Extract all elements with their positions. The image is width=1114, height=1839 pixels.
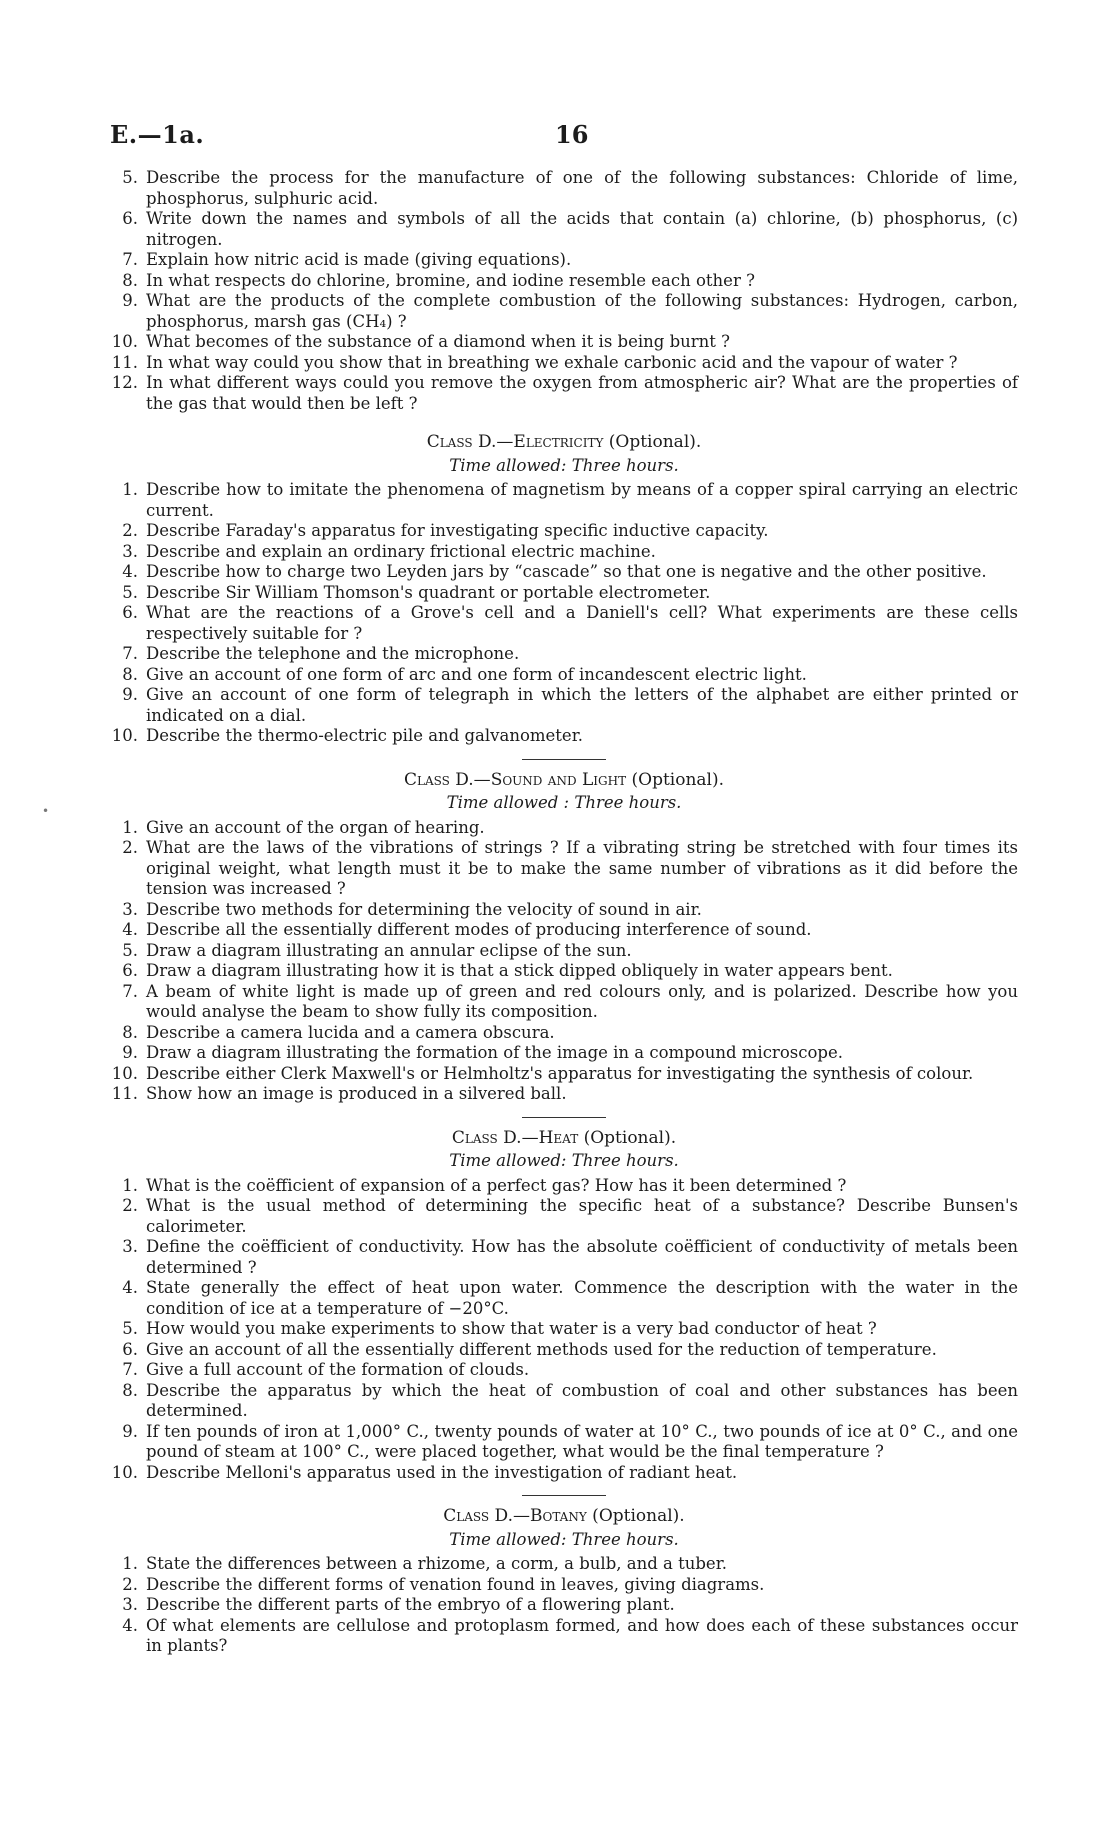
question-text: Draw a diagram illustrating how it is that a stick dipped obliquely in water appears bent. — [146, 961, 893, 980]
question-number: 3. — [122, 899, 138, 919]
question-number: 5. — [122, 168, 138, 187]
question-item — [110, 920, 1018, 941]
question-item — [110, 961, 1018, 982]
exam-section — [110, 759, 1018, 1105]
question-item — [110, 562, 1018, 583]
question-text: Explain how nitric acid is made (giving equations). — [146, 250, 572, 269]
question-item — [110, 291, 1018, 332]
question-number: 9. — [122, 291, 138, 310]
question-text: Describe a camera lucida and a camera obscura. — [146, 1022, 555, 1042]
question-item — [110, 1176, 1018, 1197]
question-text: In what respects do chlorine, bromine, and iodine resemble each other ? — [146, 270, 755, 290]
question-number: 4. — [122, 562, 138, 581]
question-text: Give an account of one form of telegraph in which the letters of the alphabet are either printed or indicated on a dial. — [146, 685, 1018, 725]
question-number: 4. — [122, 1278, 138, 1297]
question-text: Describe Faraday's apparatus for investigating specific inductive capacity. — [146, 521, 769, 540]
question-list — [110, 1176, 1018, 1484]
section-title — [110, 1128, 1018, 1149]
question-item — [110, 685, 1018, 726]
question-number: 3. — [122, 541, 138, 561]
question-number: 4. — [122, 1615, 138, 1635]
question-list — [110, 1554, 1018, 1657]
question-item — [110, 1595, 1018, 1616]
question-text: Describe Sir William Thomson's quadrant or portable electrometer. — [146, 582, 711, 602]
question-item — [110, 900, 1018, 921]
question-item — [110, 521, 1018, 542]
question-item — [110, 1463, 1018, 1484]
question-text: Describe the apparatus by which the heat of combustion of coal and other substances has been determined. — [146, 1380, 1018, 1420]
question-item — [110, 1319, 1018, 1340]
question-item — [110, 644, 1018, 665]
question-number: 7. — [122, 1360, 138, 1379]
section-subject: Sound and Light — [490, 769, 627, 790]
question-text: Draw a diagram illustrating an annular eclipse of the sun. — [146, 940, 632, 960]
question-text: How would you make experiments to show that water is a very bad conductor of heat ? — [146, 1319, 877, 1338]
question-number: 1. — [122, 817, 138, 837]
question-item — [110, 603, 1018, 644]
section-title-prefix: Class D.— — [403, 769, 491, 790]
question-item — [110, 373, 1018, 414]
section-title — [110, 770, 1018, 791]
question-number: 8. — [122, 1022, 138, 1042]
question-number: 5. — [122, 940, 138, 960]
question-number: 6. — [122, 603, 138, 622]
section-title-suffix: (Optional). — [626, 769, 725, 790]
question-number: 2. — [122, 521, 138, 540]
question-item — [110, 982, 1018, 1023]
question-number: 9. — [122, 1421, 138, 1441]
question-number: 8. — [122, 270, 138, 290]
page-content — [110, 168, 1018, 1657]
question-text: Write down the names and symbols of all the acids that contain (a) chlorine, (b) phosphorus, (c) nitrogen. — [146, 209, 1018, 249]
question-number: 1. — [122, 1175, 138, 1195]
question-text: Describe how to charge two Leyden jars by “cascade” so that one is negative and the other positive. — [146, 562, 987, 581]
question-item — [110, 1023, 1018, 1044]
question-number: 10. — [111, 726, 138, 745]
question-text: Show how an image is produced in a silvered ball. — [146, 1084, 567, 1103]
question-text: Describe either Clerk Maxwell's or Helmholtz's apparatus for investigating the synthesis of colour. — [146, 1063, 974, 1083]
question-item — [110, 1554, 1018, 1575]
question-item — [110, 941, 1018, 962]
question-item — [110, 665, 1018, 686]
section-title-suffix: (Optional). — [578, 1127, 677, 1148]
question-item — [110, 271, 1018, 292]
question-text: Describe and explain an ordinary frictional electric machine. — [146, 541, 656, 561]
question-item — [110, 332, 1018, 353]
time-allowed: Time allowed: Three hours. — [449, 455, 679, 475]
question-text: Describe the process for the manufacture of one of the following substances: Chloride of lime, phosphorus, sulphuric acid. — [146, 168, 1018, 208]
section-title-prefix: Class D.— — [451, 1127, 539, 1148]
question-text: In what different ways could you remove the oxygen from atmospheric air? What are the properties of the gas that would then be left ? — [146, 373, 1018, 413]
question-item — [110, 1360, 1018, 1381]
section-title — [110, 1506, 1018, 1527]
question-item — [110, 1237, 1018, 1278]
question-number: 3. — [122, 1237, 138, 1256]
question-number: 6. — [122, 961, 138, 980]
section-title-prefix: Class D.— — [443, 1506, 530, 1526]
question-text: Describe Melloni's apparatus used in the investigation of radiant heat. — [146, 1462, 738, 1482]
section-divider — [522, 759, 606, 760]
question-text: Describe how to imitate the phenomena of magnetism by means of a copper spiral carrying an electric current. — [146, 480, 1018, 520]
question-item — [110, 353, 1018, 374]
question-text: If ten pounds of iron at 1,000° C., twenty pounds of water at 10° C., two pounds of ice at 0° C., and one pound of steam at 100° C., were placed together, what would be the final temperature ? — [146, 1421, 1018, 1461]
question-number: 5. — [122, 1319, 138, 1338]
question-number: 2. — [122, 1574, 138, 1594]
question-text: Define the coëfficient of conductivity. How has the absolute coëfficient of conductivity of metals been determined ? — [146, 1237, 1018, 1277]
time-allowed: Time allowed : Three hours. — [446, 793, 682, 812]
question-item — [110, 726, 1018, 747]
section-divider — [522, 1117, 606, 1118]
question-number: 3. — [122, 1595, 138, 1614]
section-subject: Botany — [530, 1506, 587, 1526]
question-number: 10. — [111, 1063, 138, 1083]
question-item — [110, 250, 1018, 271]
chemistry-question-list — [110, 168, 1018, 414]
question-number: 9. — [122, 685, 138, 704]
question-number: 11. — [111, 352, 138, 372]
question-text: Describe the telephone and the microphone. — [146, 644, 520, 663]
question-number: 8. — [122, 664, 138, 684]
question-item — [110, 168, 1018, 209]
question-number: 12. — [111, 373, 138, 392]
question-text: Give a full account of the formation of clouds. — [146, 1360, 530, 1379]
question-item — [110, 838, 1018, 900]
question-number: 2. — [122, 838, 138, 857]
question-text: Describe the different parts of the embryo of a flowering plant. — [146, 1595, 675, 1614]
question-text: Describe all the essentially different modes of producing interference of sound. — [146, 920, 812, 939]
question-item — [110, 209, 1018, 250]
question-item — [110, 818, 1018, 839]
question-number: 7. — [122, 981, 138, 1001]
section-divider — [522, 1495, 606, 1496]
question-text: Give an account of one form of arc and one form of incandescent electric light. — [146, 664, 807, 684]
question-number: 7. — [122, 250, 138, 269]
section-title-suffix: (Optional). — [603, 432, 702, 452]
question-item — [110, 1381, 1018, 1422]
question-list — [110, 480, 1018, 747]
question-item — [110, 1196, 1018, 1237]
question-number: 6. — [122, 209, 138, 228]
question-item — [110, 480, 1018, 521]
section-title-prefix: Class D.— — [426, 432, 514, 452]
question-number: 11. — [111, 1084, 138, 1103]
question-list — [110, 818, 1018, 1105]
question-item — [110, 1422, 1018, 1463]
time-allowed: Time allowed: Three hours. — [449, 1151, 679, 1170]
exam-section — [110, 1495, 1018, 1657]
question-item — [110, 1278, 1018, 1319]
section-subject: Heat — [538, 1127, 579, 1148]
question-text: Describe two methods for determining the velocity of sound in air. — [146, 899, 702, 919]
document-reference: E.—1a. — [110, 120, 205, 149]
question-number: 2. — [122, 1196, 138, 1215]
question-text: Describe the thermo-electric pile and galvanometer. — [146, 726, 584, 745]
question-item — [110, 542, 1018, 563]
question-number: 9. — [122, 1043, 138, 1062]
question-text: What is the usual method of determining the specific heat of a substance? Describe Bunsen's calorimeter. — [146, 1196, 1018, 1236]
time-allowed: Time allowed: Three hours. — [449, 1529, 679, 1549]
question-text: State the differences between a rhizome, a corm, a bulb, and a tuber. — [146, 1554, 728, 1573]
question-item — [110, 1340, 1018, 1361]
page-number: 16 — [555, 120, 589, 149]
section-title — [110, 432, 1018, 453]
question-text: What are the products of the complete combustion of the following substances: Hydrogen, carbon, phosphorus, marsh gas (CH₄) ? — [146, 291, 1018, 331]
question-number: 1. — [122, 480, 138, 499]
exam-section — [110, 432, 1018, 747]
question-text: What are the reactions of a Grove's cell and a Daniell's cell? What experiments are these cells respectively suitable for ? — [146, 603, 1018, 643]
question-number: 1. — [122, 1554, 138, 1573]
question-text: State generally the effect of heat upon water. Commence the description with the water in the condition of ice at a temperature of −20°C. — [146, 1278, 1018, 1318]
question-text: A beam of white light is made up of green and red colours only, and is polarized. Describe how you would analyse the beam to show fully its composition. — [146, 981, 1018, 1021]
question-text: Draw a diagram illustrating the formation of the image in a compound microscope. — [146, 1043, 843, 1062]
exam-section — [110, 1117, 1018, 1484]
question-item — [110, 1575, 1018, 1596]
question-number: 8. — [122, 1380, 138, 1400]
question-number: 7. — [122, 644, 138, 663]
question-item — [110, 1616, 1018, 1657]
question-text: Of what elements are cellulose and protoplasm formed, and how does each of these substances occur in plants? — [146, 1615, 1018, 1655]
question-number: 4. — [122, 920, 138, 939]
question-text: What are the laws of the vibrations of strings ? If a vibrating string be stretched with four times its original weight, what length must it be to make the same number of vibrations as it did before the tension was increased ? — [146, 838, 1018, 898]
exam-sections — [110, 432, 1018, 1657]
question-text: In what way could you show that in breathing we exhale carbonic acid and the vapour of water ? — [146, 352, 958, 372]
question-text: What is the coëfficient of expansion of a perfect gas? How has it been determined ? — [146, 1175, 847, 1195]
question-item — [110, 1084, 1018, 1105]
page-speck: • — [42, 804, 50, 818]
question-item — [110, 1064, 1018, 1085]
section-subject: Electricity — [513, 432, 604, 452]
question-text: What becomes of the substance of a diamond when it is being burnt ? — [146, 332, 730, 351]
question-text: Describe the different forms of venation found in leaves, giving diagrams. — [146, 1574, 765, 1594]
question-item — [110, 1043, 1018, 1064]
section-title-suffix: (Optional). — [586, 1506, 685, 1526]
question-number: 5. — [122, 582, 138, 602]
question-text: Give an account of the organ of hearing. — [146, 817, 485, 837]
question-item — [110, 583, 1018, 604]
question-number: 6. — [122, 1339, 138, 1359]
question-number: 10. — [111, 332, 138, 351]
question-text: Give an account of all the essentially different methods used for the reduction of temperature. — [146, 1339, 937, 1359]
question-number: 10. — [111, 1462, 138, 1482]
